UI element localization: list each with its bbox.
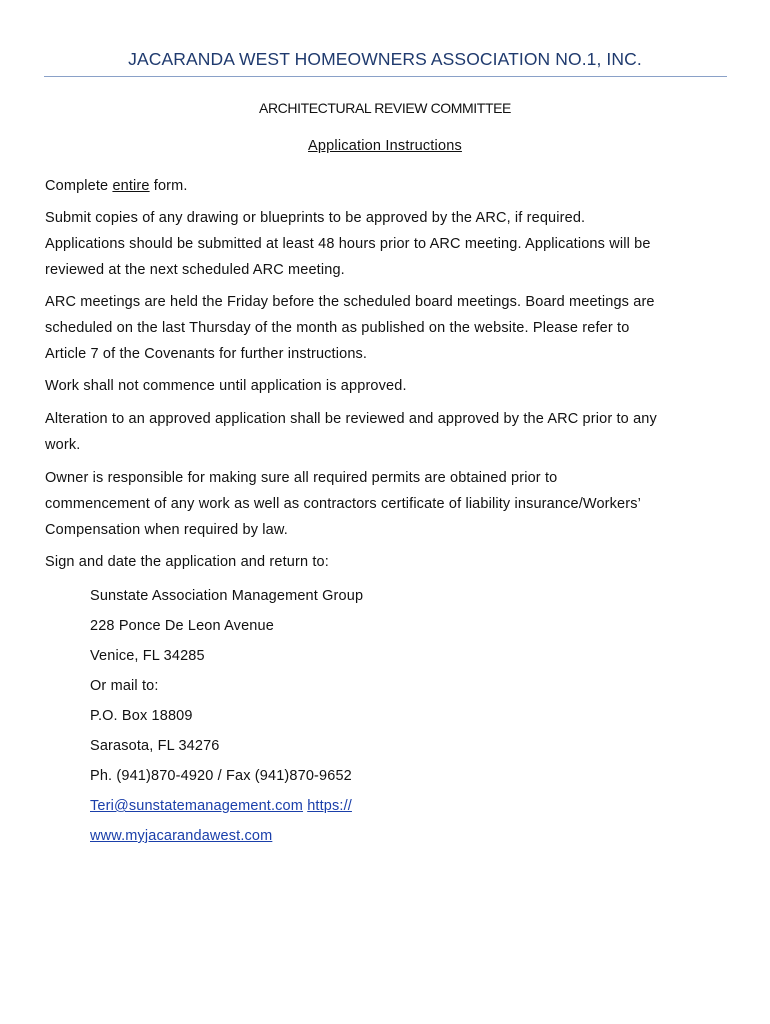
po-city-state-zip: Sarasota, FL 34276 <box>90 738 220 754</box>
owner-paragraph <box>45 465 735 543</box>
instructions-heading-text: Application Instructions <box>308 138 462 154</box>
complete-prefix: Complete <box>45 178 113 194</box>
submit-line-3: reviewed at the next scheduled ARC meeting. <box>45 262 345 278</box>
complete-form-line <box>45 173 735 199</box>
meetings-line-3: Article 7 of the Covenants for further instructions. <box>45 346 368 362</box>
meetings-line-2: scheduled on the last Thursday of the month as published on the website. Please refer to <box>45 320 630 336</box>
complete-suffix: form. <box>149 178 188 194</box>
meetings-paragraph <box>45 289 735 367</box>
alteration-line-1: Alteration to an approved application shall be reviewed and approved by the ARC prior to any <box>45 411 657 427</box>
work-line: Work shall not commence until application is approved. <box>45 378 407 394</box>
association-title: JACARANDA WEST HOMEOWNERS ASSOCIATION NO.1, INC. <box>128 49 642 69</box>
instructions-heading <box>0 138 770 154</box>
company-name: Sunstate Association Management Group <box>90 588 364 604</box>
committee-title: ARCHITECTURAL REVIEW COMMITTEE <box>259 100 511 116</box>
work-paragraph <box>45 373 735 399</box>
entire-emphasis: entire <box>112 178 150 194</box>
website-line <box>90 826 272 846</box>
city-state-zip: Venice, FL 34285 <box>90 648 205 664</box>
submit-line-2: Applications should be submitted at least 48 hours prior to ARC meeting. Applications will be <box>45 236 651 252</box>
po-box: P.O. Box 18809 <box>90 708 193 724</box>
alteration-line-2: work. <box>45 437 81 453</box>
submit-line-1: Submit copies of any drawing or blueprints to be approved by the ARC, if required. <box>45 210 586 226</box>
alteration-paragraph <box>45 406 735 458</box>
phone-fax: Ph. (941)870-4920 / Fax (941)870-9652 <box>90 768 352 784</box>
owner-line-1: Owner is responsible for making sure all required permits are obtained prior to <box>45 470 558 486</box>
street-address: 228 Ponce De Leon Avenue <box>90 618 274 634</box>
owner-line-3: Compensation when required by law. <box>45 522 288 538</box>
submit-paragraph <box>45 205 735 283</box>
complete-form-paragraph <box>45 173 735 199</box>
header-divider <box>44 76 727 77</box>
sign-line: Sign and date the application and return to: <box>45 554 329 570</box>
website-link-prefix[interactable]: https:// <box>307 798 352 814</box>
email-link[interactable]: Teri@sunstatemanagement.com <box>90 798 304 814</box>
sign-paragraph <box>45 549 735 575</box>
contact-links-line <box>90 796 352 816</box>
meetings-line-1: ARC meetings are held the Friday before the scheduled board meetings. Board meetings are <box>45 294 655 310</box>
or-mail-label: Or mail to: <box>90 678 159 694</box>
website-link[interactable]: www.myjacarandawest.com <box>90 828 273 844</box>
owner-line-2: commencement of any work as well as contractors certificate of liability insurance/Workers’ <box>45 496 642 512</box>
